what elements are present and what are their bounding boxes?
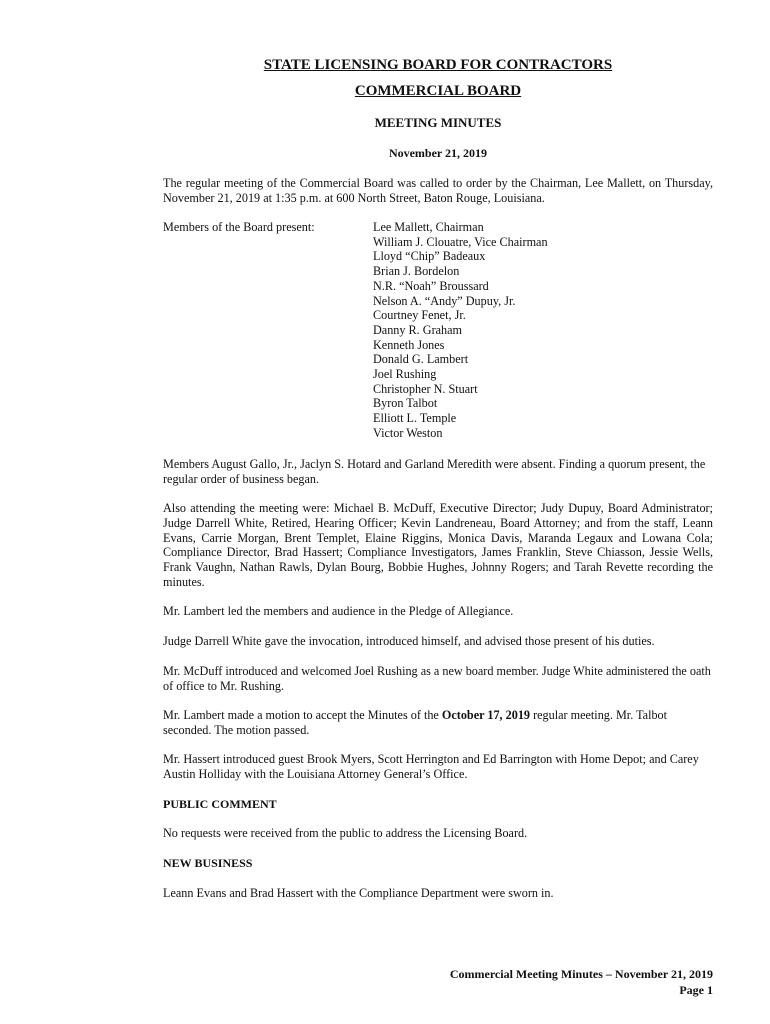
- member-item: William J. Clouatre, Vice Chairman: [373, 234, 548, 249]
- attending-paragraph: Also attending the meeting were: Michael B. McDuff, Executive Director; Judy Dupuy, Board Administrator; Judge Darrell White, Retired, Hearing Officer; Kevin Landreneau, Board Attorney; and from the staff, Leann Evans, Carrie Morgan, Brent Templet, Elaine Riggins, Monica Davis, Maranda Legaux and Lowana Cola; Compliance Director, Brad Hassert; Compliance Investigators, James Franklin, Steve Chiasson, Jessie Wells, Frank Vaughn, Nathan Rawls, Dylan Bourg, Bobbie Hughes, Johnny Rogers; and Tarah Revette recording the minutes.: [163, 501, 713, 589]
- member-item: Christopher N. Stuart: [373, 381, 478, 396]
- invocation-paragraph: Judge Darrell White gave the invocation, introduced himself, and advised those present of his duties.: [163, 634, 655, 648]
- public-comment-text: No requests were received from the public to address the Licensing Board.: [163, 826, 528, 840]
- meeting-date: November 21, 2019: [388, 146, 488, 160]
- footer-title: Commercial Meeting Minutes – November 21, 2019: [449, 967, 713, 981]
- member-item: Danny R. Graham: [373, 322, 463, 337]
- member-item: Byron Talbot: [373, 396, 438, 411]
- minutes-motion-paragraph: [163, 708, 713, 738]
- motion-text-before: Mr. Lambert made a motion to accept the Minutes of the: [163, 708, 442, 722]
- document-title: MEETING MINUTES: [374, 115, 502, 130]
- member-item: Elliott L. Temple: [373, 411, 457, 426]
- member-item: Courtney Fenet, Jr.: [373, 308, 466, 323]
- motion-text-after: regular meeting. Mr. Talbot seconded. The motion passed.: [163, 708, 668, 737]
- motion-meeting-date: October 17, 2019: [441, 708, 531, 722]
- guests-paragraph: Mr. Hassert introduced guest Brook Myers, Scott Herrington and Ed Barrington with Home Depot; and Carey Austin Holliday with the Louisiana Attorney General’s Office.: [163, 752, 699, 781]
- members-list: [373, 220, 548, 441]
- member-item: Lee Mallett, Chairman: [373, 220, 484, 234]
- members-label: Members of the Board present:: [163, 220, 315, 234]
- page-number: Page 1: [679, 983, 713, 997]
- member-item: Donald G. Lambert: [373, 352, 469, 367]
- new-business-heading: NEW BUSINESS: [163, 856, 253, 870]
- absent-paragraph: Members August Gallo, Jr., Jaclyn S. Hotard and Garland Meredith were absent. Finding a quorum present, the regular order of business began.: [163, 457, 706, 486]
- new-business-text: Leann Evans and Brad Hassert with the Compliance Department were sworn in.: [163, 886, 554, 900]
- intro-paragraph: The regular meeting of the Commercial Board was called to order by the Chairman, Lee Mallett, on Thursday, November 21, 2019 at 1:35 p.m. at 600 North Street, Baton Rouge, Louisiana.: [163, 176, 713, 205]
- board-title: STATE LICENSING BOARD FOR CONTRACTORS: [263, 57, 613, 73]
- board-subtitle: COMMERCIAL BOARD: [354, 83, 522, 99]
- member-item: Nelson A. “Andy” Dupuy, Jr.: [373, 293, 516, 308]
- member-item: Kenneth Jones: [373, 337, 445, 352]
- member-item: N.R. “Noah” Broussard: [373, 278, 489, 293]
- member-item: Victor Weston: [373, 425, 443, 440]
- member-item: Lloyd “Chip” Badeaux: [373, 249, 486, 264]
- member-item: Brian J. Bordelon: [373, 264, 460, 279]
- pledge-paragraph: Mr. Lambert led the members and audience in the Pledge of Allegiance.: [163, 604, 514, 618]
- member-item: Joel Rushing: [373, 367, 437, 382]
- welcome-paragraph: Mr. McDuff introduced and welcomed Joel Rushing as a new board member. Judge White administered the oath of office to Mr. Rushing.: [163, 664, 711, 693]
- public-comment-heading: PUBLIC COMMENT: [163, 797, 277, 811]
